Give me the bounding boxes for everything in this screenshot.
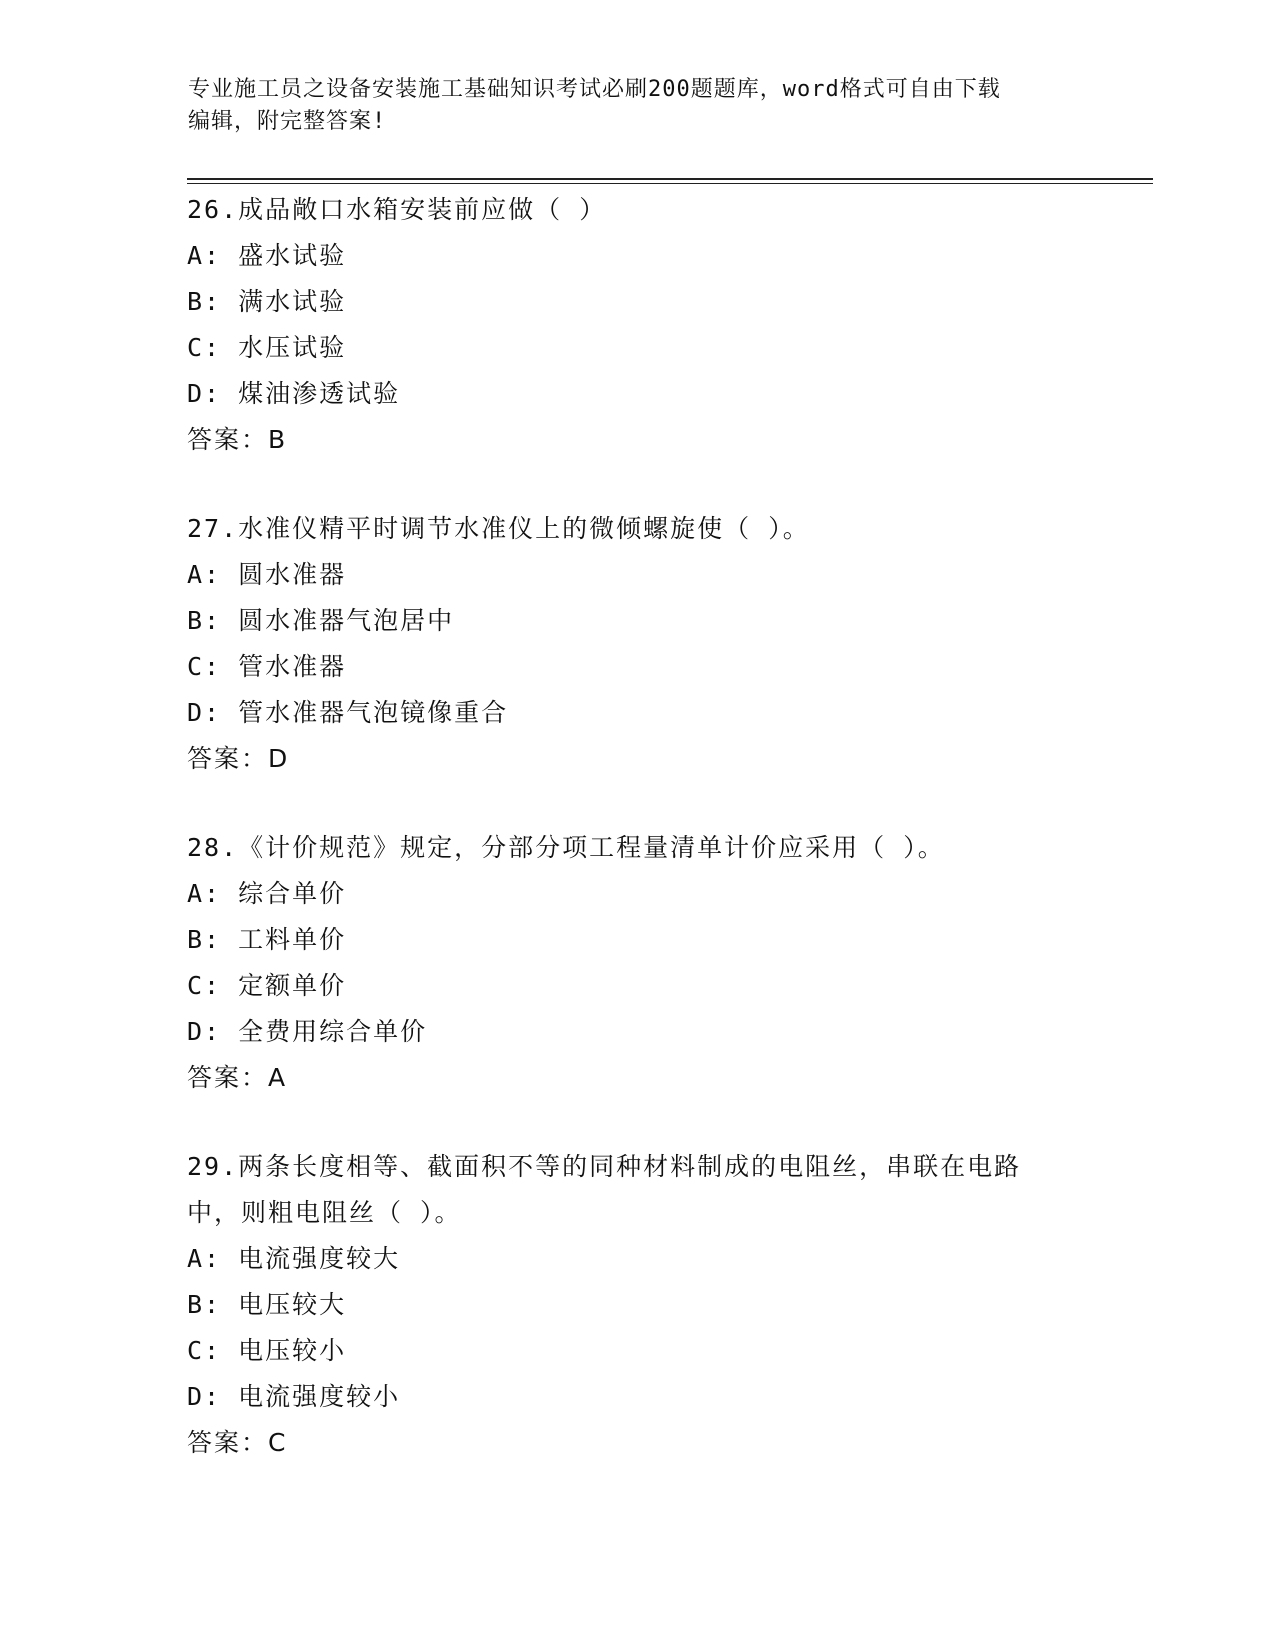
option-c: C: 管水准器 (187, 652, 347, 681)
option-d: D: 电流强度较小 (187, 1382, 401, 1411)
option-a: A: 综合单价 (187, 879, 347, 908)
option-c: C: 定额单价 (187, 971, 347, 1000)
document-header (188, 74, 1068, 138)
answer: 答案：B (187, 425, 288, 454)
question-stem: 26.成品敞口水箱安装前应做（ ） (187, 195, 607, 224)
answer: 答案：C (187, 1428, 288, 1457)
option-c: C: 电压较小 (187, 1336, 347, 1365)
option-a: A: 圆水准器 (187, 560, 347, 589)
header-line-2: 编辑，附完整答案! (188, 109, 387, 134)
option-b: B: 满水试验 (187, 287, 347, 316)
question-stem-line-1: 29.两条长度相等、截面积不等的同种材料制成的电阻丝，串联在电路 (187, 1152, 1022, 1181)
question-26 (187, 187, 1087, 463)
option-b: B: 圆水准器气泡居中 (187, 606, 455, 635)
question-28 (187, 825, 1087, 1101)
answer: 答案：D (187, 744, 290, 773)
option-d: D: 管水准器气泡镜像重合 (187, 698, 509, 727)
answer: 答案：A (187, 1063, 288, 1092)
header-line-1: 专业施工员之设备安装施工基础知识考试必刷200题题库，word格式可自由下载 (188, 77, 1001, 102)
question-stem: 28.《计价规范》规定，分部分项工程量清单计价应采用（ ）。 (187, 833, 945, 862)
option-b: B: 工料单价 (187, 925, 347, 954)
header-divider-thin (187, 183, 1153, 184)
question-stem: 27.水准仪精平时调节水准仪上的微倾螺旋使（ ）。 (187, 514, 810, 543)
question-27 (187, 506, 1087, 782)
option-c: C: 水压试验 (187, 333, 347, 362)
option-a: A: 电流强度较大 (187, 1244, 401, 1273)
question-stem-line-2: 中，则粗电阻丝（ ）。 (187, 1198, 462, 1227)
header-divider-thick (187, 178, 1153, 180)
question-29 (187, 1144, 1087, 1466)
option-b: B: 电压较大 (187, 1290, 347, 1319)
option-a: A: 盛水试验 (187, 241, 347, 270)
option-d: D: 全费用综合单价 (187, 1017, 428, 1046)
option-d: D: 煤油渗透试验 (187, 379, 401, 408)
